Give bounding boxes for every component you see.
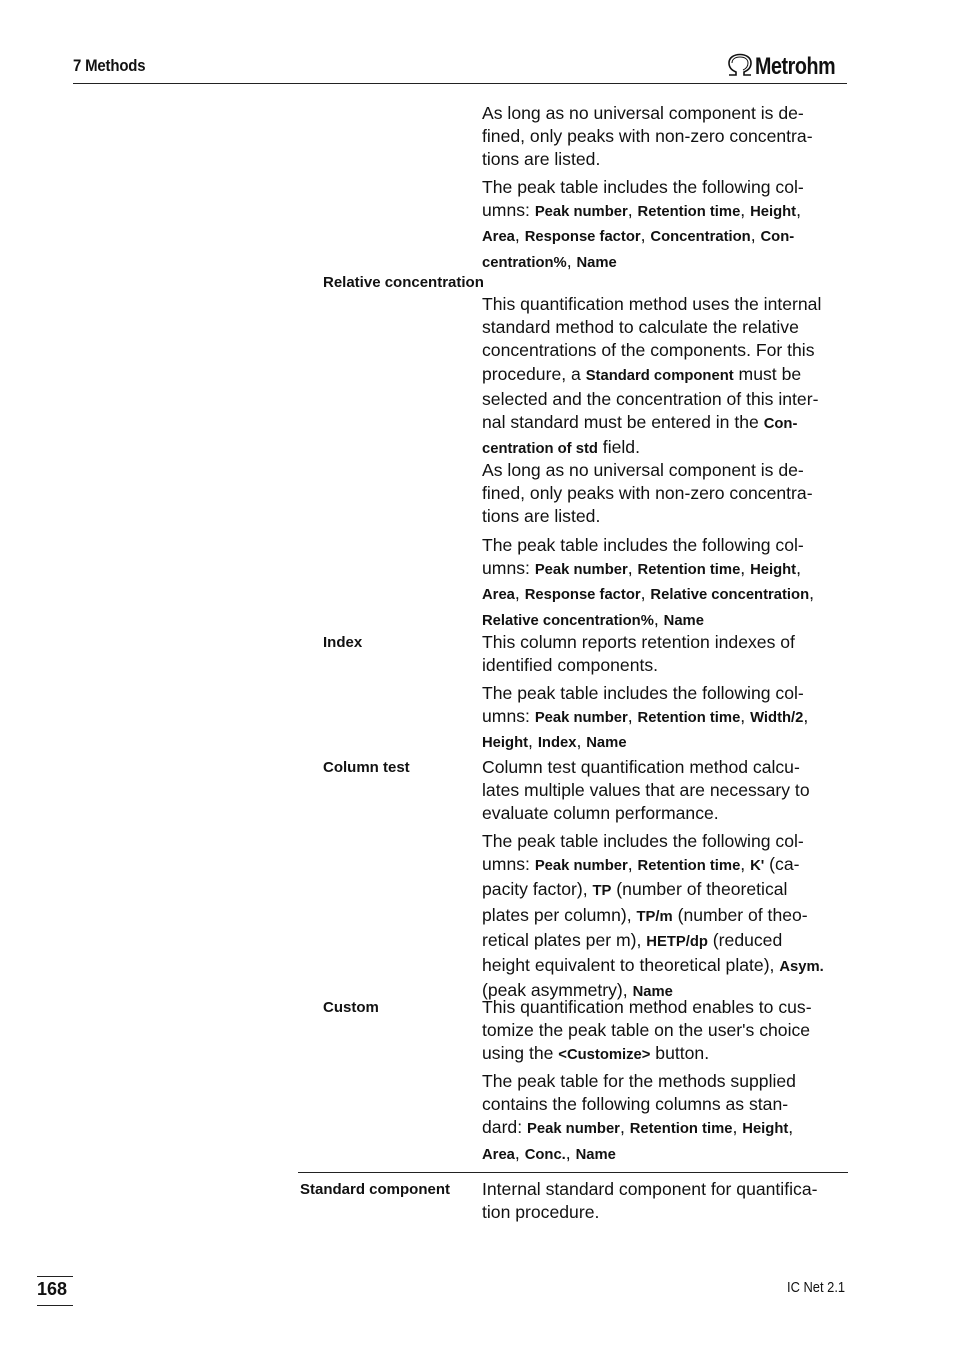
column-name: Asym. (779, 959, 824, 976)
paragraph-index-columns: The peak table includes the following col- umns: Peak number, Retention time, Width/2, Height, Index, Name (482, 683, 809, 752)
logo-text: Metrohm (755, 53, 836, 80)
column-name: Retention time (637, 562, 741, 579)
text-line: (number of theoretical (611, 879, 788, 900)
column-name: Peak number (534, 710, 628, 727)
text-line: pacity factor), (482, 879, 593, 900)
column-name: Response factor (524, 229, 641, 246)
text-line: identified components. (482, 655, 659, 676)
text-line: umns: (482, 558, 535, 579)
text-line: This column reports retention indexes of (482, 632, 795, 652)
column-name: Peak number (534, 204, 628, 221)
header-rule (73, 83, 847, 84)
text-line: procedure, a (482, 363, 586, 384)
text-line: standard method to calculate the relative (482, 317, 799, 338)
text-line: As long as no universal component is de- (482, 103, 804, 123)
column-name: Retention time (637, 710, 741, 727)
field-name: centration of std (482, 441, 598, 458)
text-line: tions are listed. (482, 149, 601, 170)
field-name: Con- (763, 416, 798, 433)
button-reference: <Customize> (558, 1047, 651, 1064)
column-name: Peak number (527, 1121, 620, 1138)
column-name: Name (632, 984, 673, 1001)
section-divider (298, 1172, 848, 1173)
text-line: concentrations of the components. For this (482, 340, 815, 361)
column-name: HETP/dp (646, 933, 708, 950)
paragraph-standard-component (482, 1178, 850, 1224)
text-line: plates per column), (482, 904, 637, 925)
term-custom: Custom (323, 999, 379, 1016)
term-index: Index (323, 634, 363, 651)
column-name: Height (482, 735, 529, 752)
text-line: (peak asymmetry), (482, 980, 633, 1001)
text-line: The peak table includes the following col- (482, 683, 804, 703)
text-line: umns: (482, 200, 535, 221)
column-name: Retention time (629, 1121, 733, 1138)
page-number-rule-top (37, 1276, 73, 1277)
text-line: fined, only peaks with non-zero concentra- (482, 483, 813, 504)
paragraph-relative-description (482, 293, 850, 461)
column-name: Index (537, 735, 577, 752)
column-name: centration% (482, 254, 567, 271)
column-name: Retention time (637, 204, 741, 221)
paragraph-custom-columns: The peak table for the methods supplied contains the following columns as stan- dard: Peak number, Retention time, Height, Area, Conc., Name (482, 1071, 796, 1163)
text-line: tions are listed. (482, 506, 601, 527)
column-name: Area (482, 1146, 515, 1163)
column-name: Area (482, 587, 515, 604)
column-name: Response factor (524, 587, 641, 604)
text-line: retical plates per m), (482, 929, 647, 950)
metrohm-logo (726, 50, 848, 80)
text-line: contains the following columns as stan- (482, 1094, 789, 1115)
field-name: Standard component (585, 367, 734, 384)
text-line: lates multiple values that are necessary to (482, 780, 810, 801)
column-name: Area (482, 229, 515, 246)
paragraph-relative-universal-note (482, 459, 850, 529)
column-name: K' (750, 858, 765, 875)
column-name: Name (576, 254, 617, 271)
paragraph-peak-columns: The peak table includes the following col- umns: Peak number, Retention time, Height, Area, Response factor, Concentration, Con- centration%, Name (482, 177, 804, 271)
text-line: tion procedure. (482, 1202, 600, 1223)
column-name: Height (750, 562, 797, 579)
column-name: Peak number (534, 562, 628, 579)
column-name: Concentration (650, 229, 751, 246)
chapter-heading: 7 Methods (73, 56, 146, 75)
text-line: This quantification method enables to cus- (482, 997, 812, 1017)
text-line: This quantification method uses the internal (482, 294, 822, 314)
text-line: The peak table includes the following col- (482, 831, 804, 851)
text-line: (reduced (707, 929, 783, 950)
column-name: Name (575, 1146, 616, 1163)
term-column-test: Column test (323, 759, 410, 776)
column-name: Peak number (534, 858, 628, 875)
text-line: height equivalent to theoretical plate), (482, 955, 780, 976)
text-line: As long as no universal component is de- (482, 460, 804, 480)
text-line: The peak table includes the following col- (482, 177, 804, 197)
column-name: Retention time (637, 858, 741, 875)
paragraph-relative-columns: The peak table includes the following col- umns: Peak number, Retention time, Height, Area, Response factor, Relative concentration, Relative concentration%, Name (482, 535, 815, 629)
column-name: Relative concentration% (482, 612, 654, 629)
text-line: fined, only peaks with non-zero concentra- (482, 126, 813, 147)
column-name: Name (586, 735, 627, 752)
text-line: Column test quantification method calcu- (482, 757, 800, 777)
paragraph-column-test-columns: The peak table includes the following col- umns: Peak number, Retention time, K' (ca- pacity factor), TP (number of theoretical plates per column), TP/m (number of theo- retical plates per m), HETP/dp (reduced height equivalent to theoretical plate), Asym. (peak asymmetry), Name (482, 831, 824, 1001)
text-line: button. (650, 1043, 710, 1064)
text-line: evaluate column performance. (482, 803, 719, 824)
text-line: umns: (482, 706, 535, 727)
column-name: Con- (760, 229, 795, 246)
column-name: TP (592, 883, 612, 900)
text-line: tomize the peak table on the user's choice (482, 1020, 811, 1041)
text-line: The peak table includes the following col- (482, 535, 804, 555)
term-relative-concentration: Relative concentration (323, 274, 484, 291)
text-line: dard: (482, 1117, 527, 1138)
text-line: (ca- (764, 854, 800, 875)
text-line: field. (597, 437, 640, 458)
page-number-rule-bottom (37, 1305, 73, 1306)
text-line: The peak table for the methods supplied (482, 1071, 796, 1091)
paragraph-column-test-description (482, 756, 850, 826)
term-standard-component: Standard component (300, 1181, 451, 1198)
text-line: Internal standard component for quantifica- (482, 1179, 818, 1199)
text-line: nal standard must be entered in the (482, 412, 764, 433)
column-name: Height (742, 1121, 789, 1138)
paragraph-index-description (482, 631, 850, 677)
text-line: selected and the concentration of this inter- (482, 388, 819, 409)
text-line: must be (733, 363, 802, 384)
paragraph-custom-description (482, 996, 850, 1068)
omega-icon (726, 53, 754, 77)
text-line: using the (482, 1043, 559, 1064)
product-name: IC Net 2.1 (787, 1279, 846, 1296)
column-name: Conc. (524, 1146, 566, 1163)
column-name: Width/2 (750, 710, 804, 727)
page-number: 168 (37, 1279, 68, 1299)
column-name: Relative concentration (650, 587, 810, 604)
text-line: (number of theo- (672, 904, 808, 925)
column-name: TP/m (636, 908, 673, 925)
text-line: umns: (482, 854, 535, 875)
column-name: Name (663, 612, 704, 629)
column-name: Height (750, 204, 797, 221)
paragraph-universal-note (482, 102, 850, 172)
